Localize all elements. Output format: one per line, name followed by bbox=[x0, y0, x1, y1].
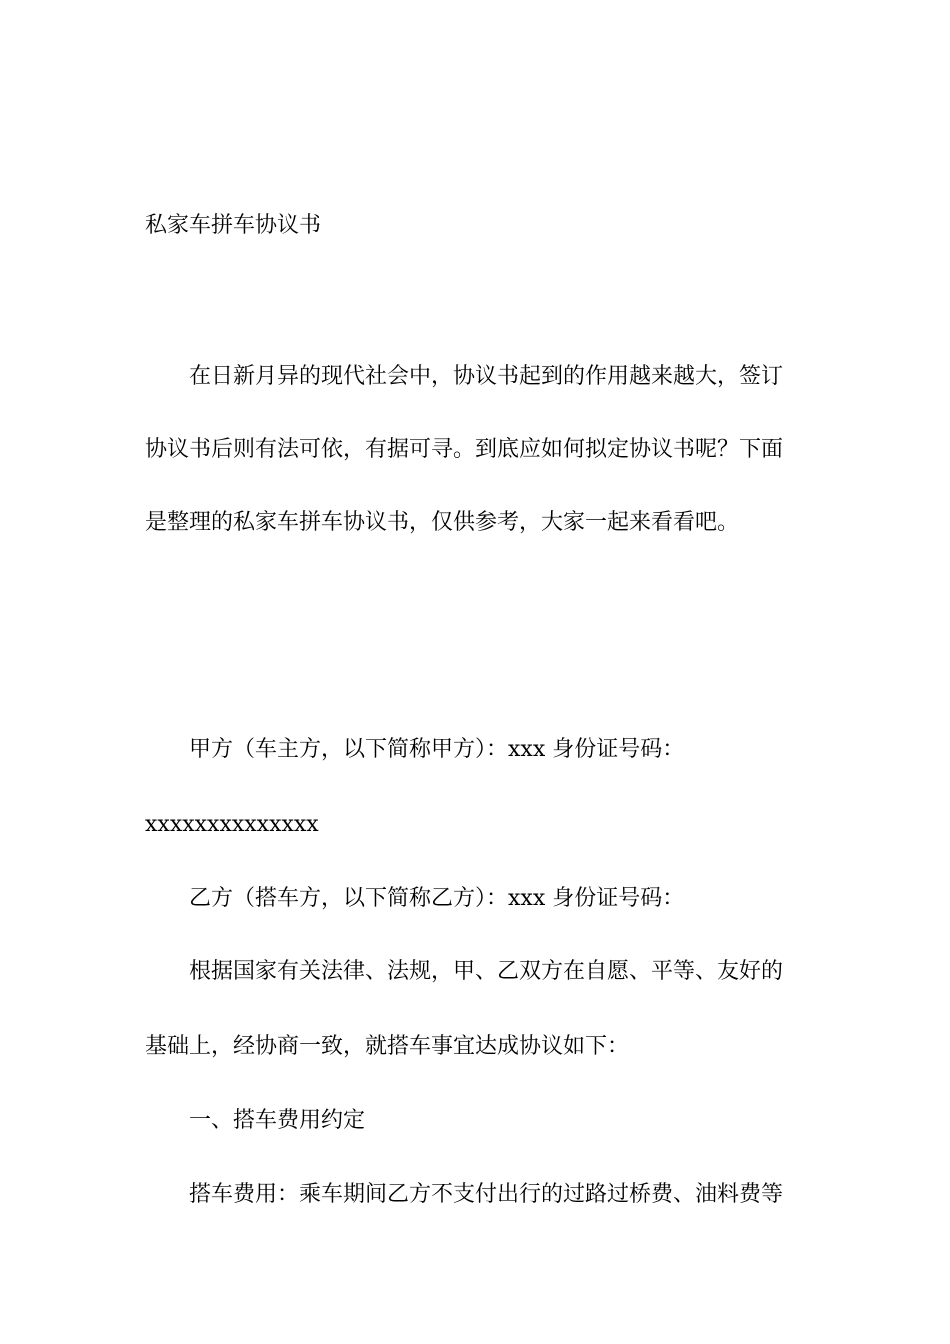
section-1-line-1: 搭车费用：乘车期间乙方不支付出行的过路过桥费、油料费等 bbox=[189, 1182, 784, 1207]
basis-line-2: 基础上，经协商一致，就搭车事宜达成协议如下： bbox=[145, 1034, 630, 1059]
section-1-heading: 一、搭车费用约定 bbox=[189, 1108, 366, 1133]
party-a-id: xxxxxxxxxxxxxx bbox=[145, 812, 319, 837]
intro-line-3: 是整理的私家车拼车协议书，仅供参考，大家一起来看看吧。 bbox=[145, 510, 740, 535]
document-title: 私家车拼车协议书 bbox=[145, 213, 322, 238]
intro-line-2: 协议书后则有法可依，有据可寻。到底应如何拟定协议书呢？下面 bbox=[145, 437, 784, 462]
intro-line-1: 在日新月异的现代社会中，协议书起到的作用越来越大，签订 bbox=[189, 364, 784, 389]
basis-line-1: 根据国家有关法律、法规，甲、乙双方在自愿、平等、友好的 bbox=[189, 959, 784, 984]
party-b-line: 乙方（搭车方，以下简称乙方）：xxx 身份证号码： bbox=[189, 886, 685, 911]
party-a-line: 甲方（车主方，以下简称甲方）：xxx 身份证号码： bbox=[189, 737, 685, 762]
